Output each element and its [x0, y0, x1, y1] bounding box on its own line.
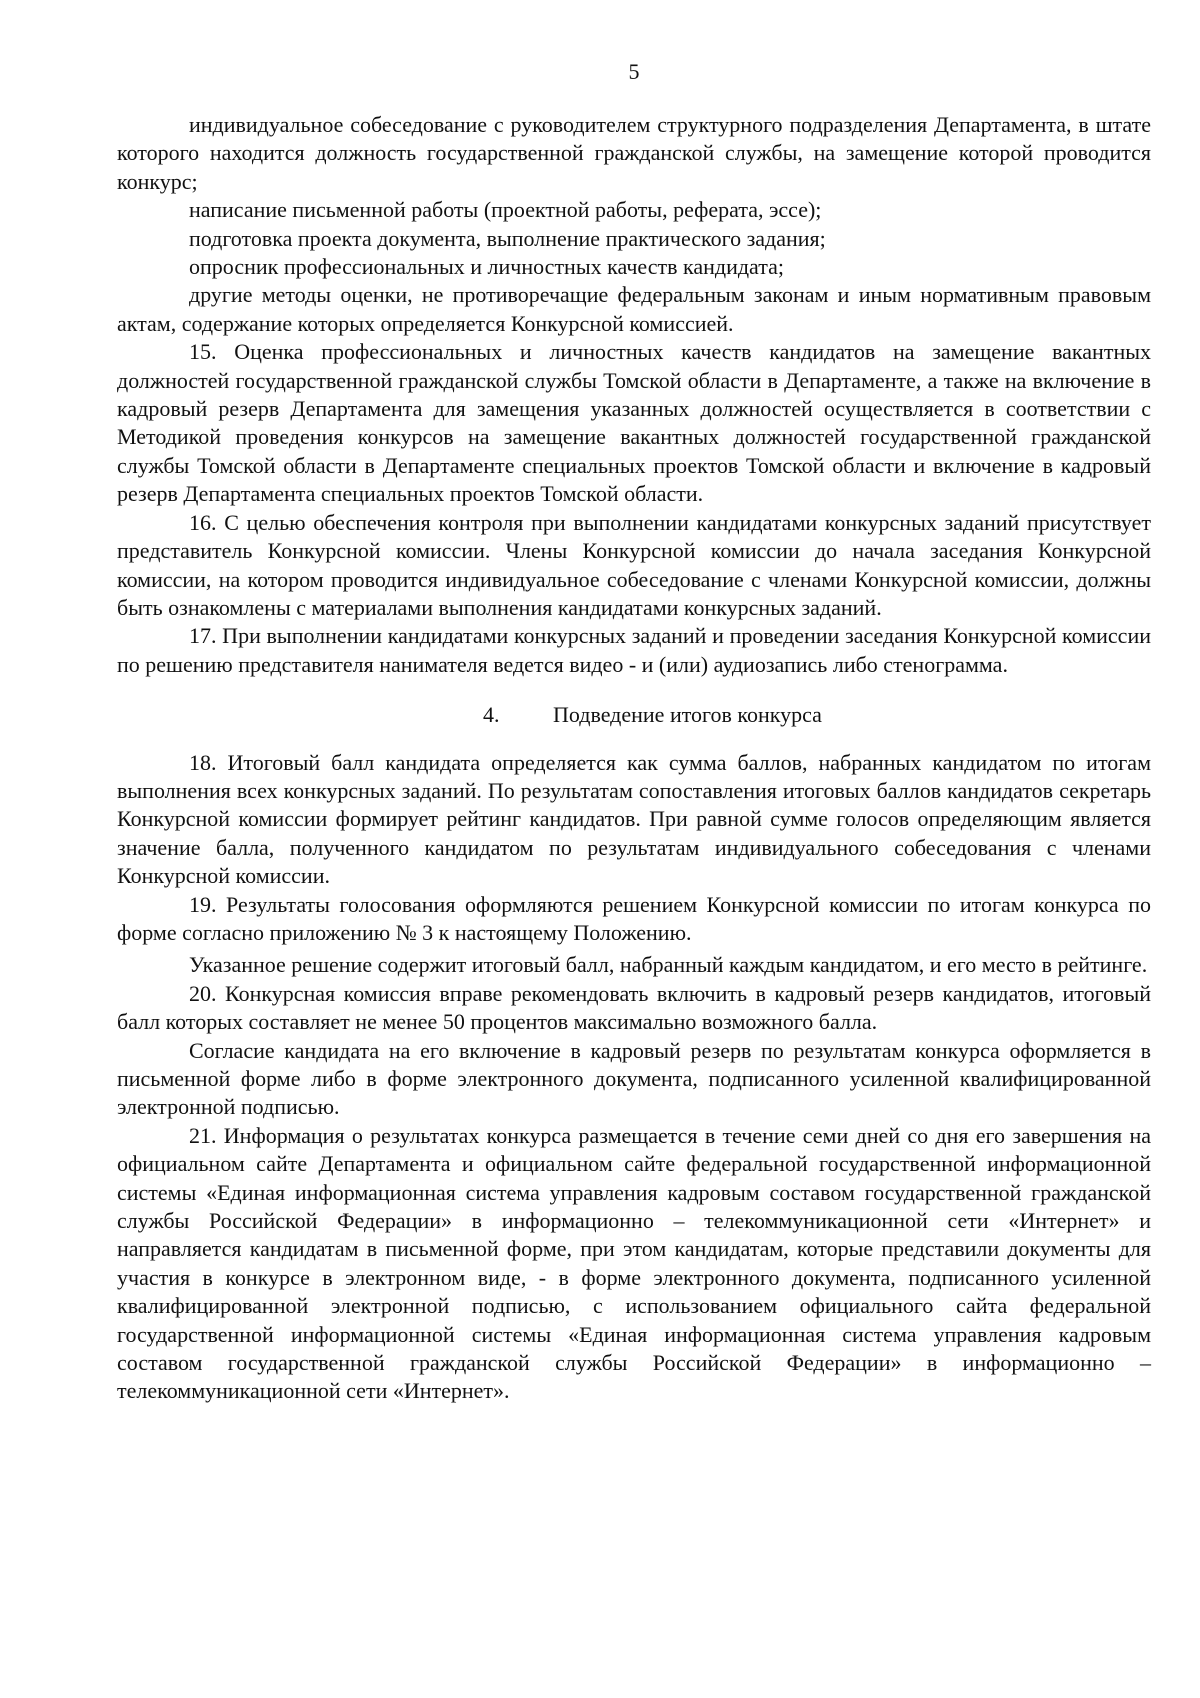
paragraph-19: 19. Результаты голосования оформляются решением Конкурсной комиссии по итогам конкурса по форме согласно приложению № 3 к настоящему Положению.	[117, 891, 1151, 945]
document-body	[117, 111, 1151, 1406]
section-number: 4.	[483, 702, 500, 728]
paragraph-15: 15. Оценка профессиональных и личностных качеств кандидатов на замещение вакантных должностей государственной гражданской службы Томской области в Департаменте, а также на включение в кадровый резерв Департамента для замещения указанных должностей осуществляется в соответствии с Методикой проведения конкурсов на замещение вакантных должностей государственной гражданской службы Томской области в Департаменте специальных проектов Томской области и включение в кадровый резерв Департамента специальных проектов Томской области.	[117, 339, 1151, 507]
paragraph-16: 16. С целью обеспечения контроля при выполнении кандидатами конкурсных заданий присутствует представитель Конкурсной комиссии. Члены Конкурсной комиссии до начала заседания Конкурсной комиссии, на котором проводится индивидуальное собеседование с членами Конкурсной комиссии, должны быть ознакомлены с материалами выполнения кандидатами конкурсных заданий.	[117, 509, 1151, 620]
paragraph-21: 21. Информация о результатах конкурса размещается в течение семи дней со дня его завершения на официальном сайте Департамента и официальном сайте федеральной государственной информационной системы «Единая информационная система управления кадровым составом государственной гражданской службы Российской Федерации» в информационно – телекоммуникационной сети «Интернет» и направляется кандидатам в письменной форме, при этом кандидатам, которые представили документы для участия в конкурсе в электронном виде, - в форме электронного документа, подписанного усиленной квалифицированной электронной подписью, с использованием официального сайта федеральной государственной информационной системы «Единая информационная система управления кадровым составом государственной гражданской службы Российской Федерации» в информационно – телекоммуникационной сети «Интернет».	[117, 1122, 1151, 1404]
paragraph-written-work: написание письменной работы (проектной работы, реферата, эссе);	[189, 197, 822, 223]
paragraph-20: 20. Конкурсная комиссия вправе рекомендовать включить в кадровый резерв кандидатов, итоговый балл которых составляет не менее 50 процентов максимально возможного балла.	[117, 980, 1151, 1035]
page-number: 5	[628, 59, 640, 84]
paragraph-consent: Согласие кандидата на его включение в кадровый резерв по результатам конкурса оформляется в письменной форме либо в форме электронного документа, подписанного усиленной квалифицированной электронной подписью.	[117, 1037, 1151, 1120]
paragraph-questionnaire: опросник профессиональных и личностных качеств кандидата;	[189, 254, 784, 280]
paragraph-18: 18. Итоговый балл кандидата определяется как сумма баллов, набранных кандидатом по итогам выполнения всех конкурсных заданий. По результатам сопоставления итоговых баллов кандидатов секретарь Конкурсной комиссии формирует рейтинг кандидатов. При равной сумме голосов определяющим является значение балла, полученного кандидатом по результатам индивидуального собеседования с членами Конкурсной комиссии.	[117, 749, 1151, 889]
paragraph-draft-document: подготовка проекта документа, выполнение практического задания;	[189, 225, 826, 251]
paragraph-decision-content: Указанное решение содержит итоговый балл, набранный каждым кандидатом, и его место в рейтинге.	[189, 952, 1148, 978]
paragraph-other-methods: другие методы оценки, не противоречащие федеральным законам и иным нормативным правовым актам, содержание которых определяется Конкурсной комиссией.	[117, 282, 1151, 336]
section-title: Подведение итогов конкурса	[553, 702, 822, 728]
paragraph-interview: индивидуальное собеседование с руководителем структурного подразделения Департамента, в штате которого находится должность государственной гражданской службы, на замещение которой проводится конкурс;	[117, 112, 1151, 194]
paragraph-17: 17. При выполнении кандидатами конкурсных заданий и проведении заседания Конкурсной комиссии по решению представителя нанимателя ведется видео - и (или) аудиозапись либо стенограмма.	[117, 623, 1151, 677]
section-heading	[117, 701, 1151, 729]
